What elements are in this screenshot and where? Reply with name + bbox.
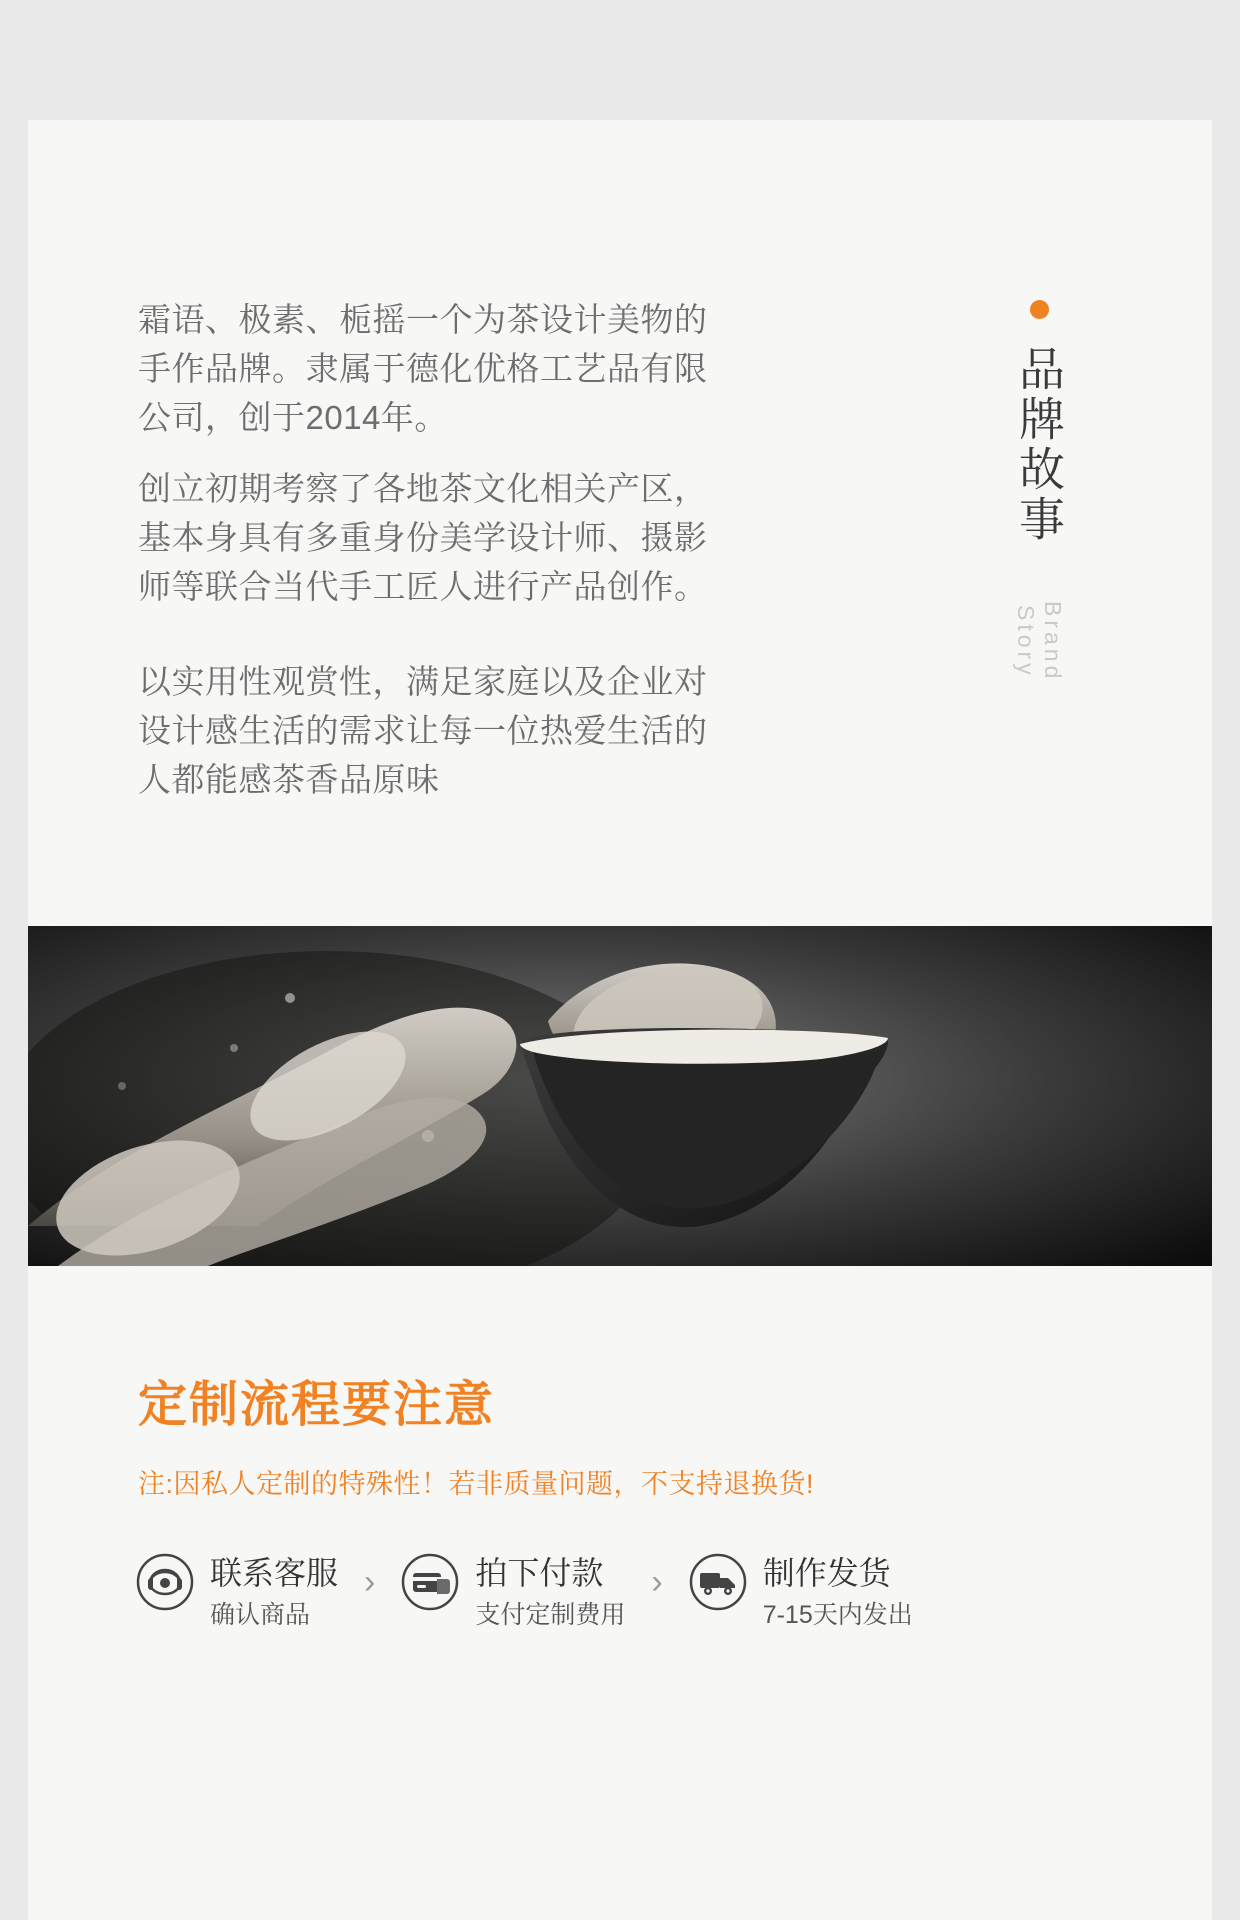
delivery-truck-icon [689,1553,747,1611]
brand-story-title-en: Brand Story [1013,601,1066,683]
craftsman-photo [28,926,1212,1266]
card-payment-icon [401,1553,459,1611]
process-step-shipping [689,1553,913,1633]
process-step-contact-title: 联系客服 [210,1555,339,1591]
process-step-payment-text [475,1553,625,1633]
process-step-payment-title: 拍下付款 [475,1555,604,1591]
content-sheet [28,120,1212,1920]
process-step-payment-sub: 支付定制费用 [475,1601,626,1629]
brand-story-paragraph-3: 以实用性观赏性，满足家庭以及企业对设计感生活的需求让每一位热爱生活的人都能感茶香品原味 [138,663,708,798]
process-separator-2: › [651,1563,663,1601]
process-separator-1: › [364,1563,376,1601]
brand-story-title-cn: 品牌故事 [1013,345,1065,545]
process-step-shipping-sub: 7-15天内发出 [762,1601,913,1629]
headset-icon [136,1553,194,1611]
process-title: 定制流程要注意 [138,1378,496,1432]
brand-story-section [28,120,1212,920]
brand-story-heading [984,300,1094,717]
craftsman-photo-illustration [28,926,1212,1266]
orange-dot-icon [1030,300,1049,319]
process-steps [136,1553,1212,1633]
process-step-contact [136,1553,338,1633]
process-section [28,1266,1212,1633]
brand-story-text [138,295,723,826]
process-step-shipping-title: 制作发货 [762,1555,891,1591]
process-note: 注:因私人定制的特殊性！若非质量问题，不支持退换货! [138,1469,815,1499]
brand-story-paragraph-1: 霜语、极素、栀摇一个为茶设计美物的手作品牌。隶属于德化优格工艺品有限公司，创于2014年。 [138,301,708,436]
process-step-contact-text [210,1553,338,1633]
process-step-contact-sub: 确认商品 [210,1601,311,1629]
process-step-payment [401,1553,625,1633]
process-step-shipping-text [763,1553,913,1633]
brand-story-paragraph-2: 创立初期考察了各地茶文化相关产区，基本身具有多重身份美学设计师、摄影师等联合当代手工匠人进行产品创作。 [138,470,708,605]
